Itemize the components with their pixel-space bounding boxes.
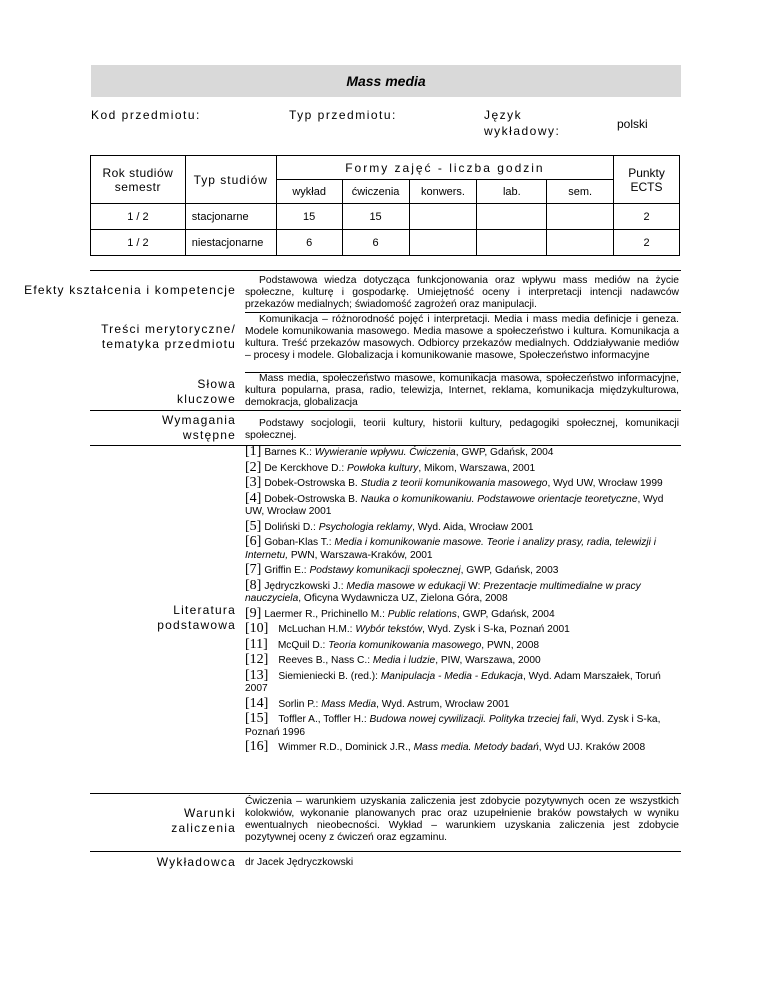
wymagania-label: Wymagania wstępne <box>161 413 236 442</box>
literature-num: [15] <box>245 711 269 726</box>
literature-author: De Kerckhove D.: <box>264 462 347 474</box>
literature-title: Media i komunikowanie masowe. Teorie i analizy prasy, radia, telewizji i Internetu, <box>245 537 656 561</box>
literature-author: Goban-Klas T.: <box>264 537 335 548</box>
literature-item <box>245 564 685 578</box>
literature-title: Public relations <box>387 608 457 620</box>
literature-num: [13] <box>245 667 269 683</box>
literature-details: , Wyd. Adam Marszałek, Toruń 2007 <box>245 670 661 694</box>
literature-author: Griffin E.: <box>264 565 310 576</box>
course-hours-table <box>90 155 680 256</box>
literature-title: Wywieranie wpływu. Ćwiczenia <box>314 447 456 458</box>
literature-item <box>245 605 685 622</box>
literature-num: [14] <box>245 695 269 711</box>
literature-num: [3] <box>245 475 262 490</box>
literature-title: Teoria komunikowania masowego <box>328 639 482 651</box>
wykladowca-text: dr Jacek Jędryczkowski <box>245 857 354 868</box>
literature-title: Prezentacje multimedialne w pracy nauczyciela <box>245 580 641 604</box>
literature-num: [10] <box>245 621 269 636</box>
cell-rok: 1 / 2 <box>91 230 186 256</box>
cell-konwers <box>409 204 477 230</box>
divider <box>90 270 681 271</box>
literature-title: Media i ludzie <box>372 655 436 666</box>
literature-author: Sorlin P.: <box>278 698 322 710</box>
literature-item <box>245 459 685 476</box>
literature-details: , Wyd UJ. Kraków 2008 <box>538 742 646 753</box>
literature-details: , Mikom, Warszawa, 2001 <box>418 462 536 474</box>
literature-title: Studia z teorii komunikowania masowego <box>360 478 548 489</box>
divider <box>90 793 681 794</box>
literature-details: , Oficyna Wydawnicza UZ, Zielona Góra, 2008 <box>298 593 508 604</box>
literature-details: , Wyd. Zysk i S-ka, Poznań 1996 <box>245 714 661 738</box>
literature-author: Barnes K.: <box>264 447 315 458</box>
slowa-content: Mass media, społeczeństwo masowe, komunikacja masowa, społeczeństwo informacyjne, kultura popularna, prasa, radio, telewizja, Internet, reklama, komunikacja międzykulturowa, demokracja, globalizacja <box>245 373 679 408</box>
literature-details: , Wyd. Zysk i S-ka, Poznań 2001 <box>422 624 570 635</box>
sub-wyklad: wykład <box>276 180 342 204</box>
cell-lab <box>477 230 547 256</box>
cell-ects: 2 <box>614 204 680 230</box>
cell-typ: niestacjonarne <box>185 230 276 256</box>
typ-label: Typ przedmiotu: <box>289 108 397 122</box>
literature-author: McQuil D.: <box>277 639 329 651</box>
literature-num: [12] <box>245 652 269 667</box>
literature-title: Nauka o komunikowaniu. Podstawowe orientacje teoretyczne <box>360 493 638 505</box>
sub-cwiczenia: ćwiczenia <box>342 180 409 204</box>
literature-title: Mass Media <box>321 698 377 710</box>
literature-author: Toffler A., Toffler H.: <box>278 714 370 725</box>
literature-author: Doliński D.: <box>264 521 319 533</box>
table-row <box>91 230 680 256</box>
col-rok-header: Rok studiów semestr <box>91 156 186 204</box>
literature-author: Jędryczkowski J.: <box>264 580 347 592</box>
literature-num: [5] <box>245 518 262 534</box>
cell-sem <box>547 204 614 230</box>
literature-author: Dobek-Ostrowska B. <box>264 478 361 489</box>
cell-typ: stacjonarne <box>185 204 276 230</box>
cell-ects: 2 <box>614 230 680 256</box>
literature-num: [2] <box>245 459 262 475</box>
literatura-label: Literatura podstawowa <box>157 603 236 632</box>
literature-num: [1] <box>245 444 262 459</box>
cell-wyklad: 15 <box>276 204 342 230</box>
literature-item <box>245 636 685 653</box>
literature-title: Media masowe w edukacji <box>346 580 466 592</box>
literature-title: Manipulacja - Media - Edukacja <box>380 670 523 682</box>
divider <box>90 851 681 852</box>
cell-sem <box>547 230 614 256</box>
literature-author: Reeves B., Nass C.: <box>278 655 373 666</box>
cell-cwiczenia: 6 <box>342 230 409 256</box>
cell-konwers <box>409 230 477 256</box>
col-typ-header: Typ studiów <box>185 156 276 204</box>
literature-details: , GWP, Gdańsk, 2004 <box>455 447 554 458</box>
literature-num: [16] <box>245 739 269 754</box>
warunki-text: Ćwiczenia – warunkiem uzyskania zaliczenia jest zdobycie pozytywnych ocen ze wszystkich kolokwiów, wykonanie planowanych prac oraz uzupełnienie braków powstałych w wyniku ewentualnych nieobecności. Wykład – warunkiem uzyskania zaliczenia jest zdobycie pozytywnej oceny z ćwiczeń oraz egzaminu. <box>245 796 679 843</box>
literature-item <box>245 695 685 712</box>
literature-num: [7] <box>245 562 262 577</box>
literature-item <box>245 667 685 696</box>
jezyk-value: polski <box>617 117 648 131</box>
tresci-content: Komunikacja – różnorodność pojęć i interpretacji. Media i mass media definicje i geneza. Modele komunikowania masowego. Media masowe a społeczeństwo i kultura. Komunikacja a kultura. Treść przekazów masowych. Odbiorcy przekazów medialnych. Oddziaływanie mediów – procesy i modele. Globalizacja i komunikowanie masowe, Społeczeństwo informacyjne <box>245 314 679 361</box>
slowa-text <box>245 373 679 409</box>
literature-num: [8] <box>245 577 262 593</box>
literature-title: Mass media. Metody badań <box>413 742 539 753</box>
literature-num: [11] <box>245 636 268 652</box>
literature-author: Wimmer R.D., Dominick J.R., <box>278 742 414 753</box>
literature-item <box>245 446 685 460</box>
cell-lab <box>477 204 547 230</box>
literature-details: , GWP, Gdańsk, 2004 <box>456 608 555 620</box>
col-formy-header: Formy zajęć - liczba godzin <box>276 156 613 180</box>
sub-sem: sem. <box>547 180 614 204</box>
divider <box>90 410 681 411</box>
literature-item <box>245 741 685 755</box>
literature-num: [9] <box>245 605 262 621</box>
document-title: Mass media <box>91 65 681 97</box>
literature-list <box>245 446 685 757</box>
literature-item <box>245 577 685 606</box>
cell-wyklad: 6 <box>276 230 342 256</box>
literature-item <box>245 623 685 637</box>
sub-konwers: konwers. <box>409 180 477 204</box>
sub-lab: lab. <box>477 180 547 204</box>
warunki-label: Warunki zaliczenia <box>171 806 236 835</box>
literature-item <box>245 490 685 519</box>
literature-details: W: <box>465 580 484 592</box>
literature-num: [4] <box>245 490 262 506</box>
literature-details: , PWN, 2008 <box>481 639 540 651</box>
literature-title: Powłoka kultury <box>347 462 419 474</box>
literature-details: , GWP, Gdańsk, 2003 <box>460 565 559 576</box>
literature-num: [6] <box>245 534 262 549</box>
slowa-label: Słowa kluczowe <box>177 377 236 406</box>
cell-rok: 1 / 2 <box>91 204 186 230</box>
literature-details: , Wyd. Astrum, Wrocław 2001 <box>376 698 510 710</box>
efekty-text <box>245 275 679 311</box>
literature-title: Wybór tekstów <box>355 624 423 635</box>
wykladowca-label: Wykładowca <box>156 855 236 869</box>
literature-item <box>245 477 685 491</box>
tresci-text <box>245 314 679 362</box>
kod-label: Kod przedmiotu: <box>91 108 201 122</box>
cell-cwiczenia: 15 <box>342 204 409 230</box>
wymagania-content: Podstawy socjologii, teorii kultury, historii kultury, pedagogiki społecznej, komunikacji społecznej. <box>245 418 679 441</box>
literature-title: Budowa nowej cywilizacji. Polityka trzeciej fali <box>369 714 576 725</box>
literature-title: Psychologia reklamy <box>318 521 413 533</box>
literature-item <box>245 536 685 562</box>
literature-item <box>245 654 685 668</box>
literature-title: Podstawy komunikacji społecznej <box>309 565 461 576</box>
literature-details: , Wyd UW, Wrocław 2001 <box>245 493 664 517</box>
literature-author: Siemieniecki B. (red.): <box>278 670 381 682</box>
efekty-content: Podstawowa wiedza dotycząca funkcjonowania oraz wpływu mass mediów na życie społeczne, kulturę i gospodarkę. Umiejętność oceny i interpretacji intencji nadawców przekazów medialnych; świadomość zagrożeń oraz manipulacji. <box>245 275 679 310</box>
literature-author: Laermer R., Prichinello M.: <box>264 608 388 620</box>
literature-item <box>245 713 685 739</box>
literature-item <box>245 518 685 535</box>
literature-author: McLuchan H.M.: <box>278 624 356 635</box>
divider <box>245 312 681 313</box>
literature-details: PWN, Warszawa-Kraków, 2001 <box>288 549 433 561</box>
col-ects-header: Punkty ECTS <box>614 156 680 204</box>
table-row <box>91 204 680 230</box>
jezyk-label: Język wykładowy: <box>484 108 561 138</box>
literature-author: Dobek-Ostrowska B. <box>264 493 361 505</box>
wymagania-text <box>245 418 679 442</box>
efekty-label: Efekty kształcenia i kompetencje <box>24 283 236 297</box>
literature-details: , Wyd. Aida, Wrocław 2001 <box>412 521 534 533</box>
literature-details: , Wyd UW, Wrocław 1999 <box>547 478 663 489</box>
tresci-label: Treści merytoryczne/ tematyka przedmiotu <box>101 322 236 351</box>
literature-details: , PIW, Warszawa, 2000 <box>435 655 541 666</box>
